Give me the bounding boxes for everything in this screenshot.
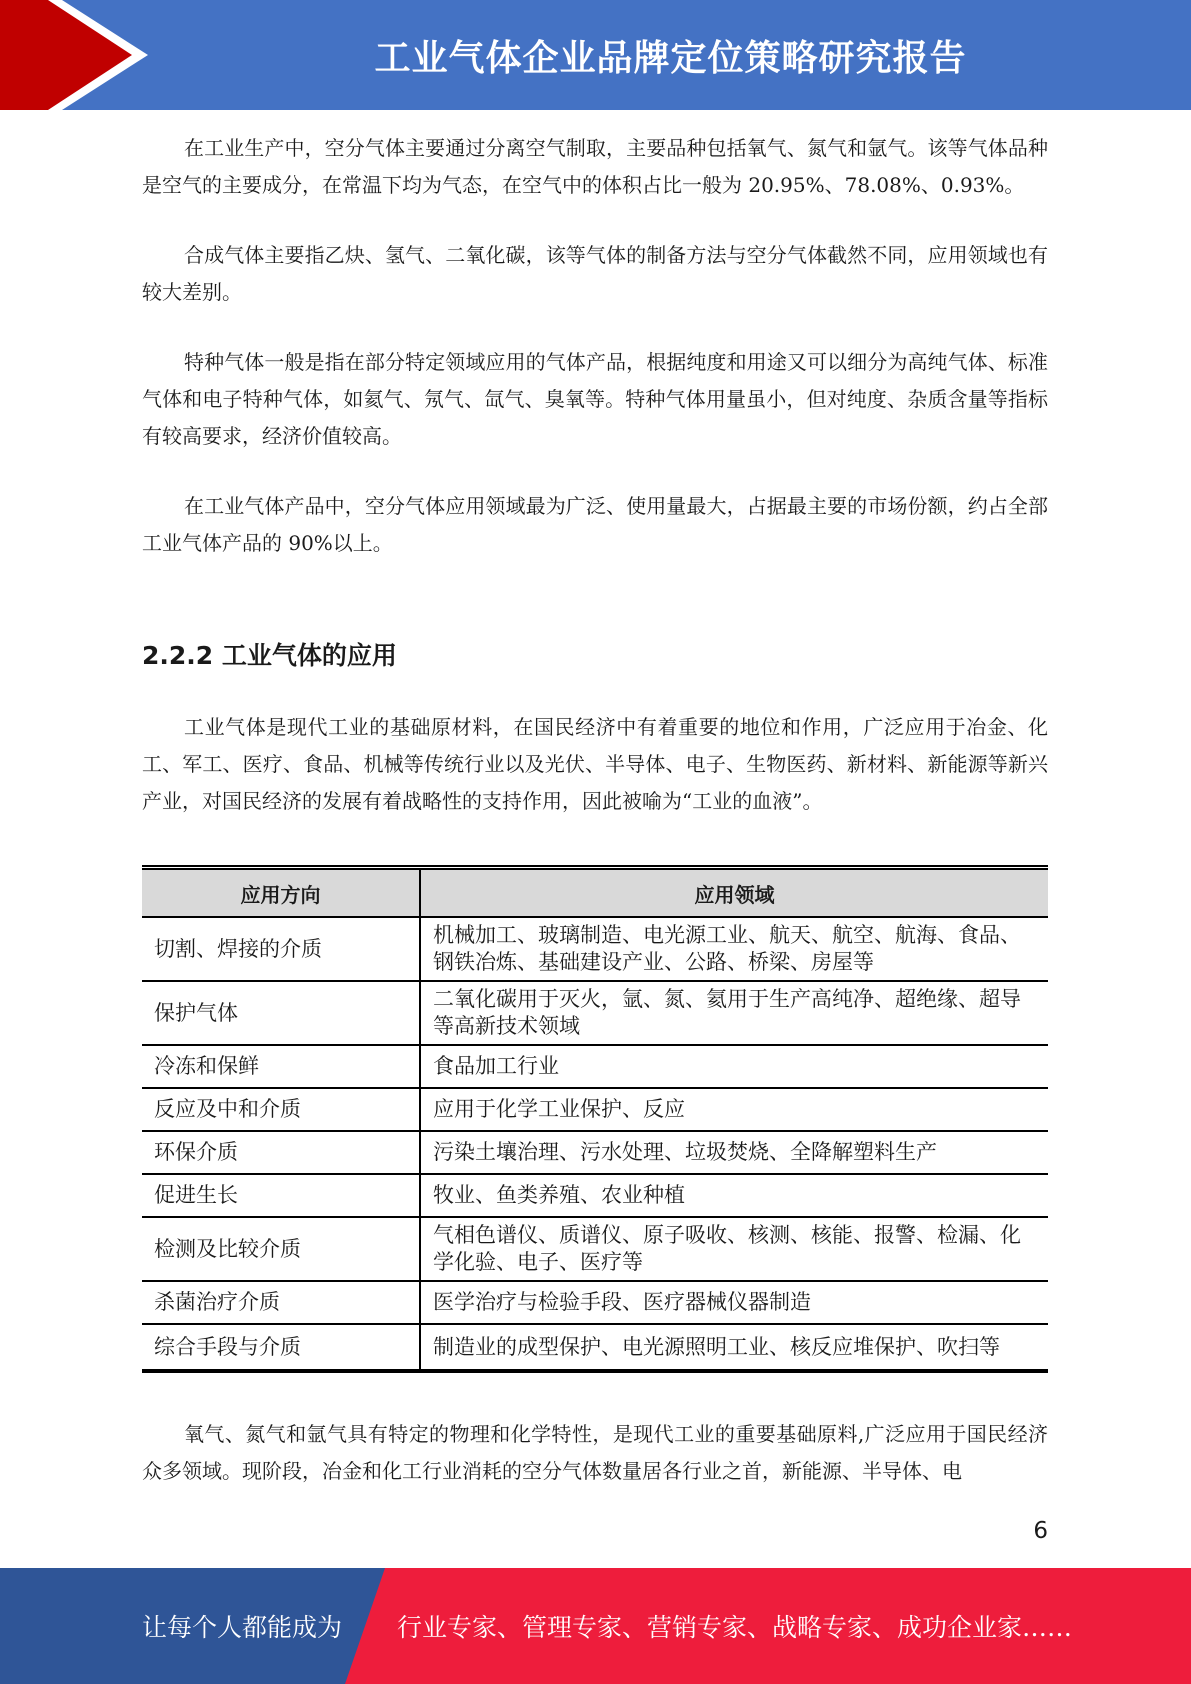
paragraph-specialty-gases: 特种气体一般是指在部分特定领域应用的气体产品，根据纯度和用途又可以细分为高纯气体、标准气体和电子特种气体，如氦气、氖气、氙气、臭氧等。特种气体用量虽小，但对纯度、杂质含量等指标有较高要求，经济价值较高。 — [142, 350, 1048, 448]
cell-field: 医学治疗与检验手段、医疗器械仪器制造 — [420, 1281, 1048, 1324]
cell-field: 二氧化碳用于灭火，氩、氮、氦用于生产高纯净、超绝缘、超导等高新技术领域 — [420, 981, 1048, 1045]
cell-field: 牧业、鱼类养殖、农业种植 — [420, 1174, 1048, 1217]
page-number: 6 — [1033, 1518, 1048, 1544]
table-row — [142, 1045, 1048, 1088]
cell-field: 机械加工、玻璃制造、电光源工业、航天、航空、航海、食品、钢铁冶炼、基础建设产业、公路、桥梁、房屋等 — [420, 917, 1048, 981]
table-row — [142, 981, 1048, 1045]
table-row — [142, 1217, 1048, 1281]
cell-field: 食品加工行业 — [420, 1045, 1048, 1088]
header-arrow-decoration — [0, 0, 160, 110]
table-row — [142, 917, 1048, 981]
body-text-top — [142, 130, 1048, 562]
cell-field: 气相色谱仪、质谱仪、原子吸收、核测、核能、报警、检漏、化学化验、电子、医疗等 — [420, 1217, 1048, 1281]
footer-slogan-left: 让每个人都能成为 — [142, 1613, 343, 1642]
paragraph-synthesis-gases: 合成气体主要指乙炔、氢气、二氧化碳，该等气体的制备方法与空分气体截然不同，应用领域也有较大差别。 — [142, 243, 1048, 304]
paragraph-industrial-gas-applications: 工业气体是现代工业的基础原材料，在国民经济中有着重要的地位和作用，广泛应用于冶金、化工、军工、医疗、食品、机械等传统行业以及光伏、半导体、电子、生物医药、新材料、新能源等新兴产业，对国民经济的发展有着战略性的支持作用，因此被喻为“工业的血液”。 — [142, 715, 1048, 813]
paragraph-oxygen-nitrogen-argon: 氧气、氮气和氩气具有特定的物理和化学特性，是现代工业的重要基础原料,广泛应用于国民经济众多领域。现阶段，冶金和化工行业消耗的空分气体数量居各行业之首，新能源、半导体、电 — [142, 1422, 1048, 1483]
table-header-row — [142, 870, 1048, 917]
page-header — [0, 0, 1191, 110]
cell-direction: 冷冻和保鲜 — [142, 1045, 420, 1088]
paragraph-air-separation-gases: 在工业生产中，空分气体主要通过分离空气制取，主要品种包括氧气、氮气和氩气。该等气体品种是空气的主要成分，在常温下均为气态，在空气中的体积占比一般为 20.95%、78.08%、0.93%。 — [142, 136, 1048, 197]
cell-direction: 检测及比较介质 — [142, 1217, 420, 1281]
header-application-field: 应用领域 — [420, 870, 1048, 917]
cell-direction: 环保介质 — [142, 1131, 420, 1174]
cell-field: 应用于化学工业保护、反应 — [420, 1088, 1048, 1131]
cell-direction: 反应及中和介质 — [142, 1088, 420, 1131]
cell-direction: 促进生长 — [142, 1174, 420, 1217]
paragraph-market-share: 在工业气体产品中，空分气体应用领域最为广泛、使用量最大，占据最主要的市场份额，约占全部工业气体产品的 90%以上。 — [142, 494, 1048, 555]
table-row — [142, 1088, 1048, 1131]
cell-direction: 切割、焊接的介质 — [142, 917, 420, 981]
header-application-direction: 应用方向 — [142, 870, 420, 917]
cell-field: 污染土壤治理、污水处理、垃圾焚烧、全降解塑料生产 — [420, 1131, 1048, 1174]
page-footer — [0, 1568, 1191, 1684]
table-row — [142, 1324, 1048, 1369]
cell-field: 制造业的成型保护、电光源照明工业、核反应堆保护、吹扫等 — [420, 1324, 1048, 1369]
section-intro-block — [142, 709, 1048, 820]
footer-slogan-right: 行业专家、管理专家、营销专家、战略专家、成功企业家…… — [397, 1613, 1073, 1642]
cell-direction: 综合手段与介质 — [142, 1324, 420, 1369]
applications-table — [142, 865, 1048, 1373]
table-row — [142, 1281, 1048, 1324]
table-row — [142, 1174, 1048, 1217]
report-title: 工业气体企业品牌定位策略研究报告 — [374, 37, 967, 79]
table-row — [142, 1131, 1048, 1174]
cell-direction: 杀菌治疗介质 — [142, 1281, 420, 1324]
section-heading: 2.2.2 工业气体的应用 — [142, 641, 397, 670]
cell-direction: 保护气体 — [142, 981, 420, 1045]
closing-paragraph-block — [142, 1416, 1048, 1490]
